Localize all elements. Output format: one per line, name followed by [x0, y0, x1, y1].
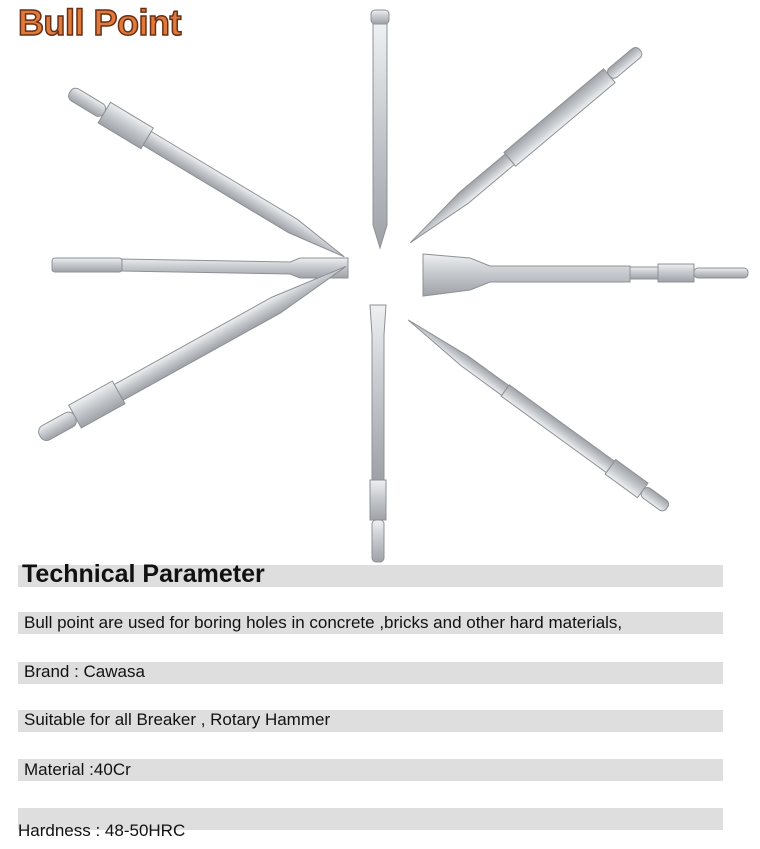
- tool-flat-chisel-left: [52, 258, 348, 278]
- spec-row-material: Material :40Cr: [24, 760, 131, 779]
- tool-chisel-bottom: [370, 305, 386, 562]
- tool-point-lower-right: [403, 313, 672, 516]
- tool-spade-chisel-right: [423, 254, 748, 296]
- tool-point-upper-right: [404, 43, 645, 250]
- page-title: Bull Point: [18, 2, 181, 43]
- tool-point-top: [371, 10, 389, 248]
- spec-row-suitable: Suitable for all Breaker , Rotary Hammer: [24, 710, 331, 729]
- spec-row-usage: Bull point are used for boring holes in concrete ,bricks and other hard materials,: [24, 613, 623, 632]
- spec-heading: Technical Parameter: [22, 560, 265, 588]
- spec-row-brand: Brand : Cawasa: [24, 662, 145, 681]
- spec-row-hardness: Hardness : 48-50HRC: [18, 821, 186, 840]
- tool-point-lower-left: [34, 255, 353, 447]
- tool-point-upper-left: [64, 82, 351, 267]
